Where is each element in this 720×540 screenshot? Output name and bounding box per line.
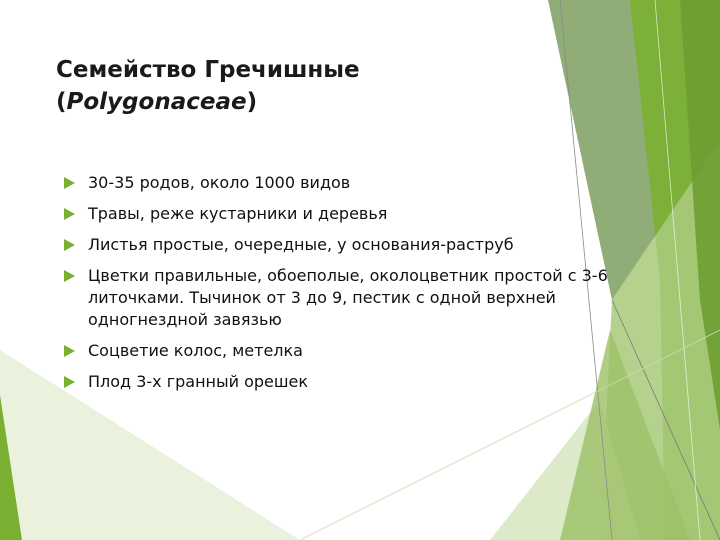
bullet-text: Цветки правильные, обоеполые, околоцветник простой с 3-6 литочками. Тычинок от 3 до 9, пестик с одной верхней одногнездной завязью bbox=[88, 266, 608, 329]
bullet-item bbox=[64, 340, 624, 362]
title-line1: Семейство Гречишные bbox=[56, 57, 360, 83]
triangle-right-icon bbox=[64, 345, 75, 357]
bullet-text: 30-35 родов, около 1000 видов bbox=[88, 173, 351, 192]
bullet-item bbox=[64, 234, 624, 256]
bullet-text: Плод 3-х гранный орешек bbox=[88, 372, 309, 391]
title-paren-open: ( bbox=[56, 89, 67, 115]
title-paren-close: ) bbox=[246, 89, 258, 115]
triangle-right-icon bbox=[64, 239, 75, 251]
title-latin-name: Polygonaceae bbox=[66, 89, 247, 115]
triangle-right-icon bbox=[64, 177, 75, 189]
bullet-item bbox=[64, 371, 624, 393]
bullet-item bbox=[64, 265, 624, 331]
bullet-text: Травы, реже кустарники и деревья bbox=[88, 204, 388, 223]
bullet-list bbox=[64, 172, 624, 402]
triangle-right-icon bbox=[64, 208, 75, 220]
triangle-right-icon bbox=[64, 376, 75, 388]
slide-title bbox=[56, 54, 536, 118]
bullet-text: Соцветие колос, метелка bbox=[88, 341, 303, 360]
bullet-item bbox=[64, 203, 624, 225]
bullet-text: Листья простые, очередные, у основания-раструб bbox=[88, 235, 514, 254]
triangle-right-icon bbox=[64, 270, 75, 282]
bullet-item bbox=[64, 172, 624, 194]
